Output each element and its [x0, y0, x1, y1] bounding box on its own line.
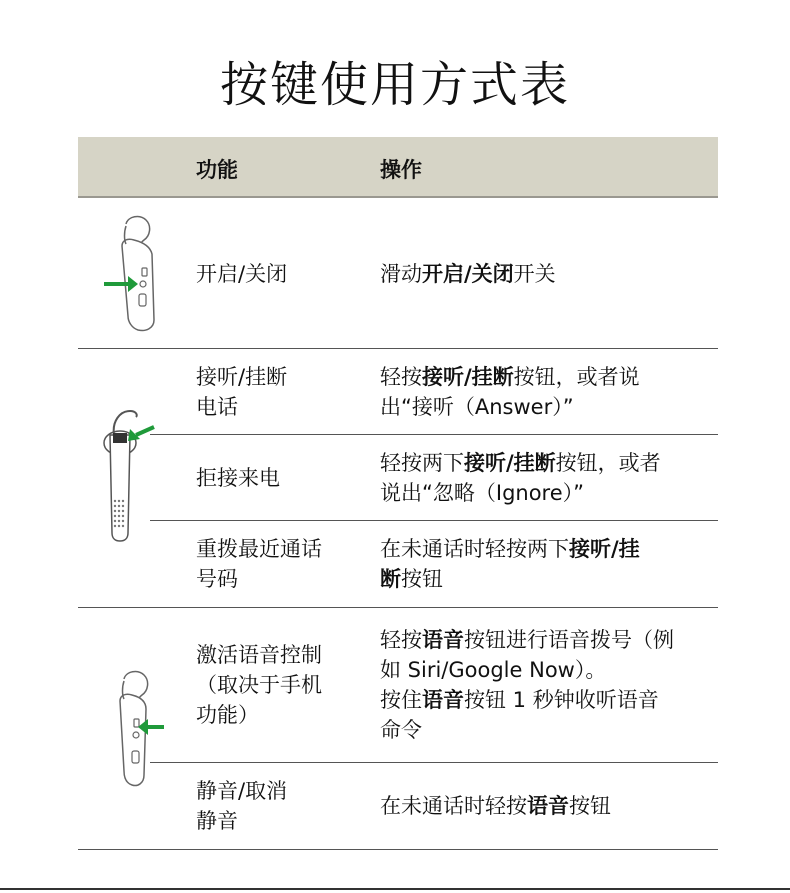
- row-operation: 滑动开启/关闭开关: [380, 262, 556, 286]
- page-title: 按键使用方式表: [219, 57, 570, 113]
- table-header: [78, 137, 718, 198]
- page-bottom-rule: [0, 888, 790, 890]
- row-function: 重拨最近通话 号码: [196, 537, 322, 591]
- row-function: 激活语音控制 （取决于手机 功能）: [196, 643, 322, 727]
- row-operation: 在未通话时轻按语音按钮: [380, 794, 611, 818]
- headset-answer-icon: [100, 405, 160, 545]
- headset-onoff-icon: [98, 212, 168, 337]
- row-operation: 轻按语音按钮进行语音拨号（例 如 Siri/Google Now）。 按住语音按钮 1 秒钟收听语音 命令: [380, 628, 674, 742]
- row-operation: 轻按接听/挂断按钮，或者说 出“接听（Answer）”: [380, 364, 640, 419]
- row-operation: 在未通话时轻按两下接听/挂 断按钮: [380, 537, 640, 591]
- row-function: 拒接来电: [196, 465, 280, 490]
- row-function: 静音/取消 静音: [196, 779, 288, 833]
- row-function: 接听/挂断 电话: [196, 364, 288, 419]
- row-divider: [78, 849, 718, 850]
- row-function: 开启/关闭: [196, 262, 288, 286]
- header-operation: 操作: [380, 158, 422, 182]
- headset-voice-icon: [98, 667, 168, 792]
- header-function: 功能: [196, 158, 238, 182]
- row-operation: 轻按两下接听/挂断按钮，或者 说出“忽略（Ignore）”: [380, 450, 661, 505]
